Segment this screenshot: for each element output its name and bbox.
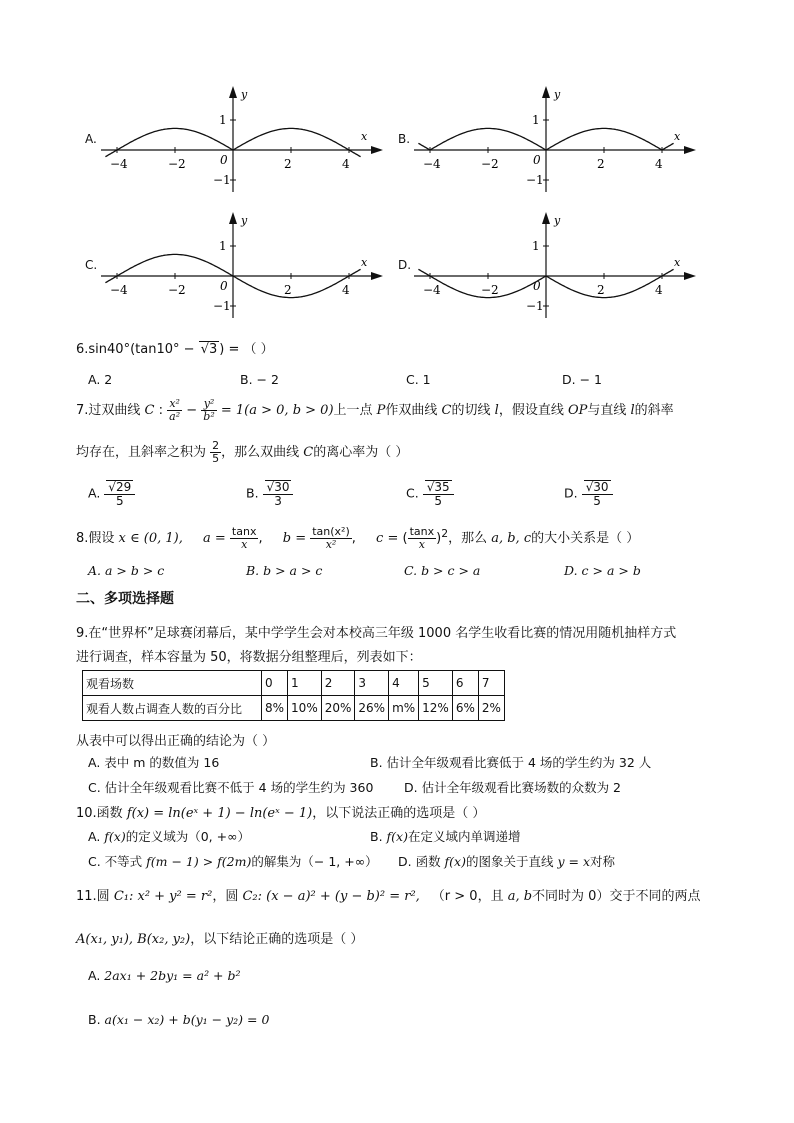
- y-tick-label: 1: [532, 239, 540, 253]
- table-cell: 12%: [419, 696, 453, 721]
- q7-op: OP: [567, 403, 588, 419]
- option-label: A.: [88, 968, 105, 983]
- y-axis-label: y: [241, 214, 248, 227]
- x-tick-label: −2: [481, 157, 499, 171]
- q11-eq-a: 2ax₁ + 2by₁ = a² + b²: [104, 968, 241, 983]
- question-7-line1: 7.过双曲线 C : $\frac{\text{x²}}{\text{a²}}$ − $\frac{\text{y²}}{\text{b²}}$ = 1(a > 0, b > 0)上一点 P作双曲线 C的切线 l，假设直线 OP与直线 l的斜率: [76, 397, 674, 424]
- q8-option-a[interactable]: A. a > b > c: [88, 563, 165, 578]
- q8-x2: x²: [325, 538, 337, 552]
- q8-cond: x ∈ (0, 1),: [118, 531, 183, 547]
- x-tick-label: −2: [168, 283, 186, 297]
- q10-text: ，以下说法正确的选项是（ ）: [312, 806, 486, 821]
- y-axis-arrow: [229, 86, 237, 98]
- table-cell: 6%: [452, 696, 478, 721]
- q8-option-d[interactable]: D. c > a > b: [564, 563, 641, 578]
- option-label: A.: [88, 829, 105, 844]
- y-tick-label: −1: [213, 299, 231, 313]
- q8-square: 2: [441, 526, 449, 540]
- question-10: [76, 802, 485, 821]
- option-text: 的图象关于直线: [465, 854, 558, 869]
- q11-text: 11.圆: [76, 889, 114, 904]
- q7-curve: C: [441, 403, 452, 419]
- q10-line: y = x: [557, 854, 591, 869]
- option-root: 35: [434, 480, 450, 494]
- q10-fx: f(x): [444, 854, 466, 869]
- x-tick-label: 4: [655, 157, 663, 171]
- q11-option-a[interactable]: [88, 968, 241, 983]
- option-text: 的解集为（− 1, +∞）: [251, 854, 378, 869]
- y-axis-label: y: [241, 88, 248, 101]
- q8-x: x: [241, 538, 248, 552]
- x-axis-label: x: [361, 256, 368, 269]
- q10-fx: f(x): [386, 829, 408, 844]
- q10-fx: f(x): [104, 829, 126, 844]
- q6-option-a[interactable]: A. 2: [88, 372, 113, 387]
- q8-text: ，那么: [448, 531, 492, 547]
- option-label: C. 不等式: [88, 854, 147, 869]
- option-label: C.: [406, 485, 419, 501]
- table-cell: 8%: [262, 696, 288, 721]
- option-label: B.: [246, 485, 259, 501]
- q6-option-b[interactable]: B. − 2: [240, 372, 279, 387]
- q10-func: f(x) = ln(eˣ + 1) − ln(eˣ − 1): [126, 806, 313, 821]
- x-tick-label: −4: [110, 157, 128, 171]
- q7-point: P: [376, 403, 386, 419]
- option-den: 5: [115, 494, 124, 509]
- y-axis-label: y: [554, 88, 561, 101]
- x-tick-label: 4: [655, 283, 663, 297]
- q7-curve: C: [303, 445, 314, 461]
- table-cell: 7: [478, 671, 504, 696]
- question-11-line2: [76, 928, 363, 947]
- option-label: A.: [88, 485, 101, 501]
- origin-label: 0: [533, 279, 541, 293]
- x-tick-label: 4: [342, 283, 350, 297]
- q10-ineq: f(m − 1) > f(2m): [146, 854, 252, 869]
- q7-b2: b²: [203, 410, 215, 424]
- table-cell: 观看场数: [83, 671, 262, 696]
- table-cell: 2: [321, 671, 355, 696]
- q11-points: A(x₁, y₁), B(x₂, y₂): [76, 932, 191, 947]
- q6-root: 3: [208, 342, 218, 357]
- q6-prefix: 6.sin40°(tan10° −: [76, 342, 199, 357]
- q9-option-b[interactable]: B. 估计全年级观看比赛低于 4 场的学生约为 32 人: [370, 755, 652, 770]
- q11-text: ，以下结论正确的选项是（ ）: [190, 932, 364, 947]
- q11-circle2: C₂: (x − a)² + (y − b)² = r²,: [242, 889, 420, 904]
- section-heading: 二、多项选择题: [76, 591, 174, 607]
- question-9-line2: 进行调查，样本容量为 50，将数据分组整理后，列表如下：: [76, 650, 422, 665]
- table-cell: 20%: [321, 696, 355, 721]
- option-root: 30: [593, 480, 609, 494]
- q8-text: 的大小关系是（ ）: [531, 531, 640, 547]
- x-tick-label: 2: [597, 283, 605, 297]
- q11-option-b[interactable]: [88, 1012, 269, 1027]
- graph-label: D.: [398, 258, 412, 272]
- x-tick-label: 2: [284, 157, 292, 171]
- data-table: [82, 670, 505, 721]
- graph-svg: [398, 80, 698, 200]
- x-tick-label: 2: [284, 283, 292, 297]
- graph-label: A.: [85, 132, 97, 146]
- table-cell: 5: [419, 671, 453, 696]
- q10-option-a[interactable]: [88, 827, 250, 845]
- x-axis-arrow: [684, 272, 696, 280]
- q7-line: l: [630, 403, 635, 419]
- option-root: 30: [274, 480, 290, 494]
- x-tick-label: 4: [342, 157, 350, 171]
- q7-text: ，那么双曲线: [221, 445, 304, 461]
- x-axis-label: x: [674, 130, 681, 143]
- q7-minus: −: [182, 403, 202, 419]
- graph-b: [398, 80, 698, 200]
- x-tick-label: −4: [423, 283, 441, 297]
- q8-b-eq: b =: [282, 531, 307, 547]
- q7-x2: x²: [167, 398, 182, 411]
- q8-tanx: tanx: [409, 525, 435, 538]
- q8-c-eq: c =: [376, 531, 399, 547]
- x-axis-arrow: [371, 272, 383, 280]
- q7-frac-num: 2: [212, 439, 220, 452]
- table-cell: 10%: [288, 696, 322, 721]
- q7-text: 与直线: [587, 403, 631, 419]
- q7-option-c[interactable]: C. $\frac{√35}{5}$: [406, 480, 454, 508]
- option-text: 的定义域为（0, +∞）: [125, 829, 251, 844]
- y-tick-label: 1: [219, 239, 227, 253]
- graph-svg: [398, 206, 698, 326]
- q6-suffix: ) = （ ）: [219, 342, 274, 357]
- option-den: 3: [274, 494, 282, 509]
- graph-a: [85, 80, 385, 200]
- y-tick-label: 1: [219, 113, 227, 127]
- graph-svg: [85, 80, 385, 200]
- question-8: 8.假设 x ∈ (0, 1), a = $\frac{\tan x}{x}$ , b = $\frac{\text{tan(x²)}}{\text{x²}}$ , c = ( $\frac{\tan x}{x}$ )$^2$，那么 a, b, c的大小关系是（ ）: [76, 525, 640, 552]
- q10-text: 10.函数: [76, 806, 127, 821]
- option-label: B.: [370, 829, 387, 844]
- option-den: 5: [593, 494, 601, 509]
- q9-option-d[interactable]: D. 估计全年级观看比赛场数的众数为 2: [404, 780, 621, 795]
- table-cell: 观看人数占调查人数的百分比: [83, 696, 262, 721]
- q7-text: 作双曲线: [385, 403, 442, 419]
- option-den: 5: [434, 494, 442, 509]
- table-cell: 1: [288, 671, 322, 696]
- graph-d: [398, 206, 698, 326]
- question-6: 6.sin40°(tan10° − √3 ) = （ ）: [76, 342, 274, 357]
- graph-label: C.: [85, 258, 98, 272]
- q8-a-eq: a =: [203, 531, 226, 547]
- x-axis-label: x: [361, 130, 368, 143]
- graph-svg: [85, 206, 385, 326]
- q7-text: 均存在，且斜率之积为: [76, 445, 211, 461]
- x-tick-label: −2: [168, 157, 186, 171]
- q6-option-c[interactable]: C. 1: [406, 372, 431, 387]
- y-tick-label: −1: [213, 173, 231, 187]
- q8-tanx2: tan(x²): [312, 525, 350, 538]
- table-row: [83, 696, 505, 721]
- q8-option-c[interactable]: C. b > c > a: [404, 563, 481, 578]
- q7-text: 的离心率为（ ）: [313, 445, 409, 461]
- q8-abc: a, b, c: [491, 531, 532, 547]
- y-tick-label: −1: [526, 299, 544, 313]
- option-label: D. 函数: [398, 854, 445, 869]
- q7-line: l: [494, 403, 499, 419]
- option-label: B.: [88, 1012, 105, 1027]
- q10-option-c[interactable]: [88, 852, 378, 870]
- q9-option-a[interactable]: A. 表中 m 的数值为 16: [88, 755, 220, 770]
- option-root: 29: [115, 480, 132, 494]
- table-cell: 3: [355, 671, 389, 696]
- y-tick-label: −1: [526, 173, 544, 187]
- x-axis-label: x: [674, 256, 681, 269]
- y-axis-arrow: [542, 212, 550, 224]
- table-cell: 2%: [478, 696, 504, 721]
- q7-curve: C: [144, 403, 155, 419]
- y-axis-label: y: [554, 214, 561, 227]
- q7-text: 7.过双曲线: [76, 403, 145, 419]
- q8-option-b[interactable]: B. b > a > c: [246, 563, 323, 578]
- x-tick-label: 2: [597, 157, 605, 171]
- question-11-line1: [76, 885, 700, 904]
- graph-c: [85, 206, 385, 326]
- q7-option-a[interactable]: A. $\frac{√29}{5}$: [88, 480, 135, 508]
- graph-label: B.: [398, 132, 411, 146]
- origin-label: 0: [533, 153, 541, 167]
- question-9-line3: 从表中可以得出正确的结论为（ ）: [76, 734, 276, 749]
- q11-text: ，圆: [212, 889, 243, 904]
- q7-a2: a²: [169, 410, 181, 424]
- q7-y2: y²: [201, 398, 216, 411]
- q7-text: 的斜率: [634, 403, 674, 419]
- q8-x: x: [418, 538, 425, 552]
- y-axis-arrow: [229, 212, 237, 224]
- q11-ab: a, b: [507, 889, 533, 904]
- q6-option-d[interactable]: D. − 1: [562, 372, 602, 387]
- option-text: 在定义域内单调递增: [407, 829, 521, 844]
- q11-text: （r > 0，且: [431, 889, 508, 904]
- option-text: 对称: [590, 854, 616, 869]
- q7-option-b[interactable]: B. $\frac{√30}{3}$: [246, 480, 293, 508]
- x-axis-arrow: [371, 146, 383, 154]
- option-label: D.: [564, 485, 578, 501]
- y-axis-arrow: [542, 86, 550, 98]
- q7-cond: = 1(a > 0, b > 0): [216, 403, 334, 419]
- q9-option-c[interactable]: C. 估计全年级观看比赛不低于 4 场的学生约为 360: [88, 780, 374, 795]
- q8-tanx: tanx: [231, 525, 257, 538]
- table-cell: 4: [389, 671, 419, 696]
- table-row: [83, 671, 505, 696]
- origin-label: 0: [220, 153, 228, 167]
- origin-label: 0: [220, 279, 228, 293]
- x-axis-arrow: [684, 146, 696, 154]
- q11-circle1: C₁: x² + y² = r²: [113, 889, 213, 904]
- x-tick-label: −2: [481, 283, 499, 297]
- table-cell: 6: [452, 671, 478, 696]
- table-cell: 26%: [355, 696, 389, 721]
- q7-text: 的切线: [451, 403, 495, 419]
- q8-text: 8.假设: [76, 531, 119, 547]
- table-cell: 0: [262, 671, 288, 696]
- q11-text: 不同时为 0）交于不同的两点: [532, 889, 701, 904]
- q11-eq-b: a(x₁ − x₂) + b(y₁ − y₂) = 0: [104, 1012, 270, 1027]
- y-tick-label: 1: [532, 113, 540, 127]
- q10-option-b[interactable]: [370, 827, 520, 845]
- q10-option-d[interactable]: [398, 852, 615, 870]
- q7-text: 上一点: [333, 403, 377, 419]
- q7-text: ，假设直线: [498, 403, 568, 419]
- x-tick-label: −4: [110, 283, 128, 297]
- x-tick-label: −4: [423, 157, 441, 171]
- question-9-line1: 9.在“世界杯”足球赛闭幕后，某中学学生会对本校高三年级 1000 名学生收看比赛的情况用随机抽样方式: [76, 626, 677, 641]
- question-7-line2: [76, 440, 408, 465]
- table-cell: m%: [389, 696, 419, 721]
- q7-frac-den: 5: [212, 452, 220, 466]
- q7-option-d[interactable]: D. $\frac{√30}{5}$: [564, 480, 613, 508]
